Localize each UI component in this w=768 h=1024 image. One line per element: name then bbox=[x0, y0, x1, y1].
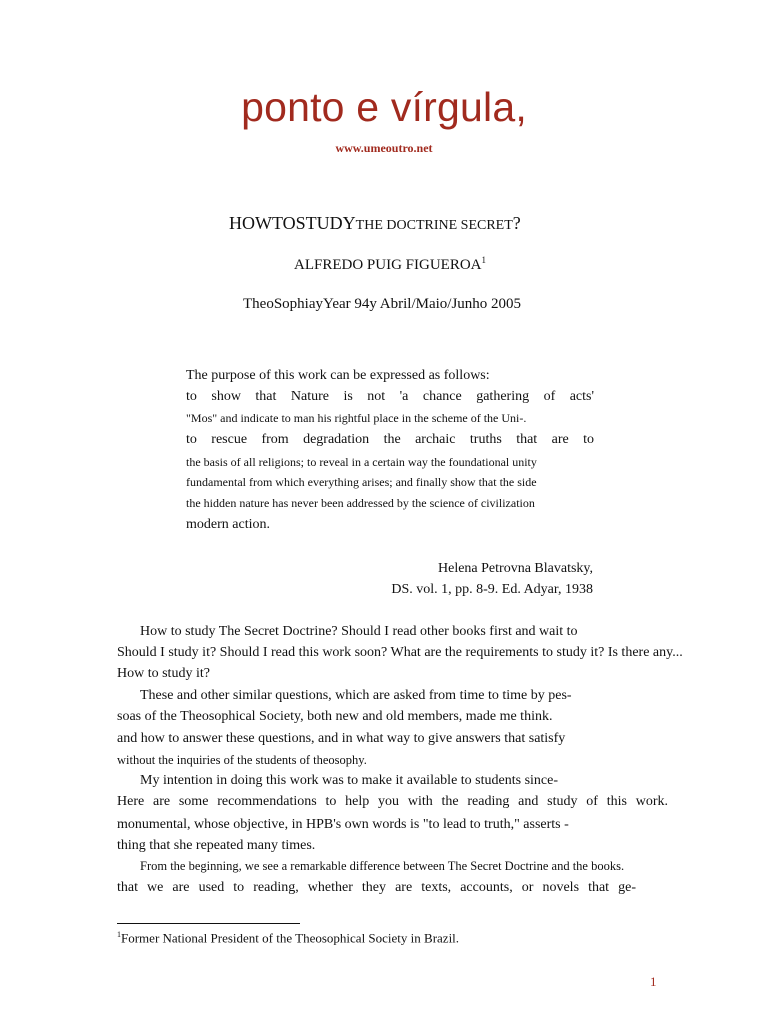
footnote-text: Former National President of the Theosophical Society in Brazil. bbox=[121, 930, 460, 946]
quote-attribution-ref: DS. vol. 1, pp. 8-9. Ed. Adyar, 1938 bbox=[391, 582, 593, 597]
footnote-separator bbox=[117, 923, 300, 924]
body-line: How to study it? bbox=[117, 666, 210, 681]
epigraph-line: to rescue from degradation the archaic truths that are to bbox=[186, 432, 594, 447]
body-line: that we are used to reading, whether they are texts, accounts, or novels that ge- bbox=[117, 880, 636, 895]
footnote bbox=[117, 930, 459, 946]
body-line: thing that she repeated many times. bbox=[117, 838, 316, 853]
body-line: without the inquiries of the students of theosophy. bbox=[117, 753, 367, 767]
title-part-1: HOWTOSTUDY bbox=[229, 213, 356, 233]
epigraph-line: to show that Nature is not 'a chance gathering of acts' bbox=[186, 389, 594, 404]
body-line: These and other similar questions, which are asked from time to time by pes- bbox=[140, 688, 572, 703]
publication-logo: ponto e vírgula, bbox=[241, 84, 527, 130]
title-part-2: THE DOCTRINE SECRET bbox=[355, 218, 513, 233]
author-name bbox=[294, 255, 486, 274]
source-citation: TheoSophiayYear 94y Abril/Maio/Junho 2005 bbox=[243, 296, 522, 312]
epigraph-line: "Mos" and indicate to man his rightful place in the scheme of the Uni-. bbox=[186, 411, 527, 425]
quote-attribution-name: Helena Petrovna Blavatsky, bbox=[438, 561, 593, 576]
epigraph-line: the basis of all religions; to reveal in a certain way the foundational unity bbox=[186, 455, 537, 469]
article-title bbox=[229, 213, 521, 234]
footnote-marker: 1 bbox=[117, 930, 121, 939]
body-line: My intention in doing this work was to make it available to students since- bbox=[140, 773, 558, 788]
body-line: From the beginning, we see a remarkable difference between The Secret Doctrine and the books. bbox=[140, 859, 625, 873]
body-line: and how to answer these questions, and in what way to give answers that satisfy bbox=[117, 731, 566, 746]
epigraph-line: the hidden nature has never been addressed by the science of civilization bbox=[186, 496, 535, 510]
title-part-3: ? bbox=[512, 213, 521, 233]
author-text: ALFREDO PUIG FIGUEROA bbox=[294, 257, 482, 273]
body-line: monumental, whose objective, in HPB's own words is "to lead to truth," asserts - bbox=[117, 817, 569, 832]
page-number: 1 bbox=[650, 974, 657, 989]
epigraph-line: modern action. bbox=[186, 517, 270, 532]
body-line: soas of the Theosophical Society, both new and old members, made me think. bbox=[117, 709, 553, 724]
epigraph-line: The purpose of this work can be expressed as follows: bbox=[186, 368, 490, 383]
site-url-link[interactable]: www.umeoutro.net bbox=[335, 141, 433, 155]
epigraph-line: fundamental from which everything arises; and finally show that the side bbox=[186, 475, 537, 489]
body-line: Here are some recommendations to help you with the reading and study of this work. bbox=[117, 794, 668, 809]
body-line: Should I study it? Should I read this work soon? What are the requirements to study it? Is there any... bbox=[117, 645, 683, 660]
footnote-ref[interactable]: 1 bbox=[481, 255, 487, 265]
body-line: How to study The Secret Doctrine? Should I read other books first and wait to bbox=[140, 624, 578, 639]
